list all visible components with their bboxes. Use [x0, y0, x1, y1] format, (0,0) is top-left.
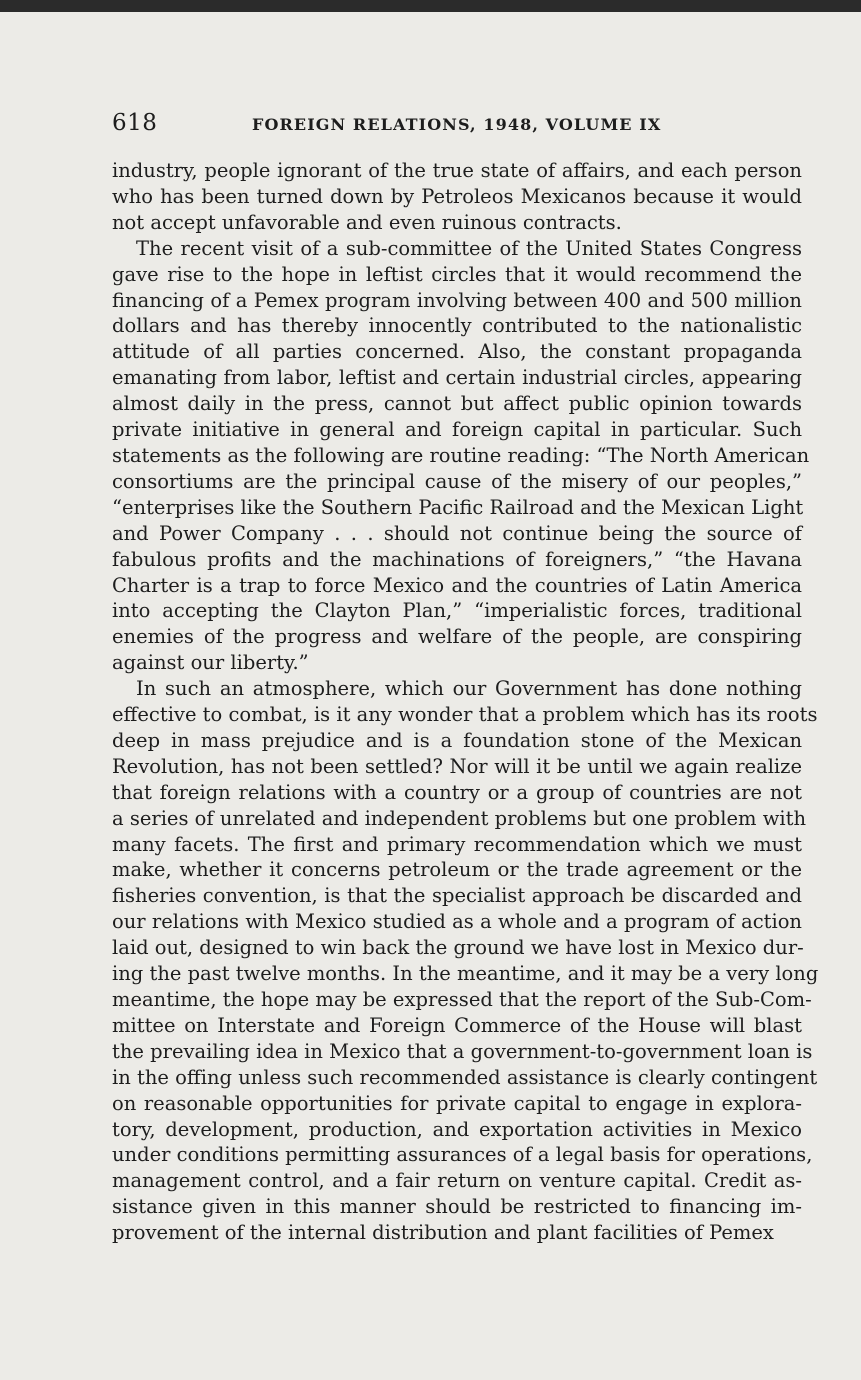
text-line: emanating from labor, leftist and certain industrial circles, appearing	[112, 366, 802, 390]
text-line: mittee on Interstate and Foreign Commerce of the House will blast	[112, 1013, 802, 1037]
scan-top-border	[0, 0, 861, 12]
text-line: “enterprises like the Southern Pacific Railroad and the Mexican Light	[112, 495, 804, 519]
text-line: not accept unfavorable and even ruinous contracts.	[112, 210, 622, 234]
text-line: and Power Company . . . should not continue being the source of	[112, 521, 802, 545]
text-line: meantime, the hope may be expressed that the report of the Sub-Com-	[112, 988, 812, 1011]
paragraph	[112, 236, 810, 676]
text-line: Charter is a trap to force Mexico and the countries of Latin America	[112, 573, 802, 597]
text-line: against our liberty.”	[112, 651, 309, 675]
text-line: dollars and has thereby innocently contributed to the nationalistic	[112, 314, 802, 338]
text-line: who has been turned down by Petroleos Mexicanos because it would	[112, 184, 802, 208]
text-line: ing the past twelve months. In the meantime, and it may be a very long	[112, 962, 819, 986]
text-line: many facets. The first and primary recommendation which we must	[112, 832, 802, 856]
text-line: on reasonable opportunities for private capital to engage in explora-	[112, 1091, 802, 1115]
text-line: Revolution, has not been settled? Nor will it be until we again realize	[112, 754, 802, 778]
text-line: industry, people ignorant of the true state of affairs, and each person	[112, 159, 802, 182]
text-line: almost daily in the press, cannot but affect public opinion towards	[112, 392, 802, 416]
text-line: tory, development, production, and exportation activities in Mexico	[112, 1117, 802, 1141]
text-line: sistance given in this manner should be restricted to financing im-	[112, 1195, 802, 1219]
text-line: under conditions permitting assurances of a legal basis for operations,	[112, 1143, 813, 1167]
text-line: attitude of all parties concerned. Also, the constant propaganda	[112, 340, 802, 364]
text-line: effective to combat, is it any wonder that a problem which has its roots	[112, 703, 818, 727]
paragraph	[112, 158, 802, 236]
text-line: into accepting the Clayton Plan,” “imperialistic forces, traditional	[112, 599, 802, 623]
text-line: gave rise to the hope in leftist circles that it would recommend the	[112, 262, 802, 286]
text-line: The recent visit of a sub-committee of the United States Congress	[136, 236, 802, 260]
text-line: enemies of the progress and welfare of the people, are conspiring	[112, 625, 802, 649]
document-page	[0, 12, 861, 1380]
text-line: management control, and a fair return on venture capital. Credit as-	[112, 1169, 802, 1193]
text-line: make, whether it concerns petroleum or the trade agreement or the	[112, 858, 802, 882]
text-line: private initiative in general and foreign capital in particular. Such	[112, 418, 802, 442]
text-line: statements as the following are routine reading: “The North American	[112, 443, 810, 467]
text-line: that foreign relations with a country or a group of countries are not	[112, 780, 802, 804]
text-line: fabulous profits and the machinations of foreigners,” “the Havana	[112, 547, 802, 571]
page-body	[112, 110, 819, 1246]
paragraph	[112, 676, 819, 1246]
text-line: laid out, designed to win back the ground we have lost in Mexico dur-	[112, 936, 804, 960]
page-number: 618	[112, 110, 158, 136]
paragraphs	[112, 158, 819, 1246]
text-line: provement of the internal distribution and plant facilities of Pemex	[112, 1221, 774, 1245]
text-line: our relations with Mexico studied as a whole and a program of action	[112, 910, 802, 934]
text-line: deep in mass prejudice and is a foundation stone of the Mexican	[112, 728, 802, 752]
text-line: a series of unrelated and independent problems but one problem with	[112, 806, 807, 830]
text-line: fisheries convention, is that the specialist approach be discarded and	[112, 884, 802, 908]
text-line: financing of a Pemex program involving between 400 and 500 million	[112, 288, 802, 312]
page-header	[112, 110, 802, 158]
running-head: FOREIGN RELATIONS, 1948, VOLUME IX	[252, 115, 662, 134]
text-line: consortiums are the principal cause of the misery of our peoples,”	[112, 469, 802, 493]
text-line: In such an atmosphere, which our Government has done nothing	[136, 677, 802, 701]
text-line: the prevailing idea in Mexico that a government-to-government loan is	[112, 1039, 813, 1063]
text-line: in the offing unless such recommended assistance is clearly contingent	[112, 1065, 818, 1089]
